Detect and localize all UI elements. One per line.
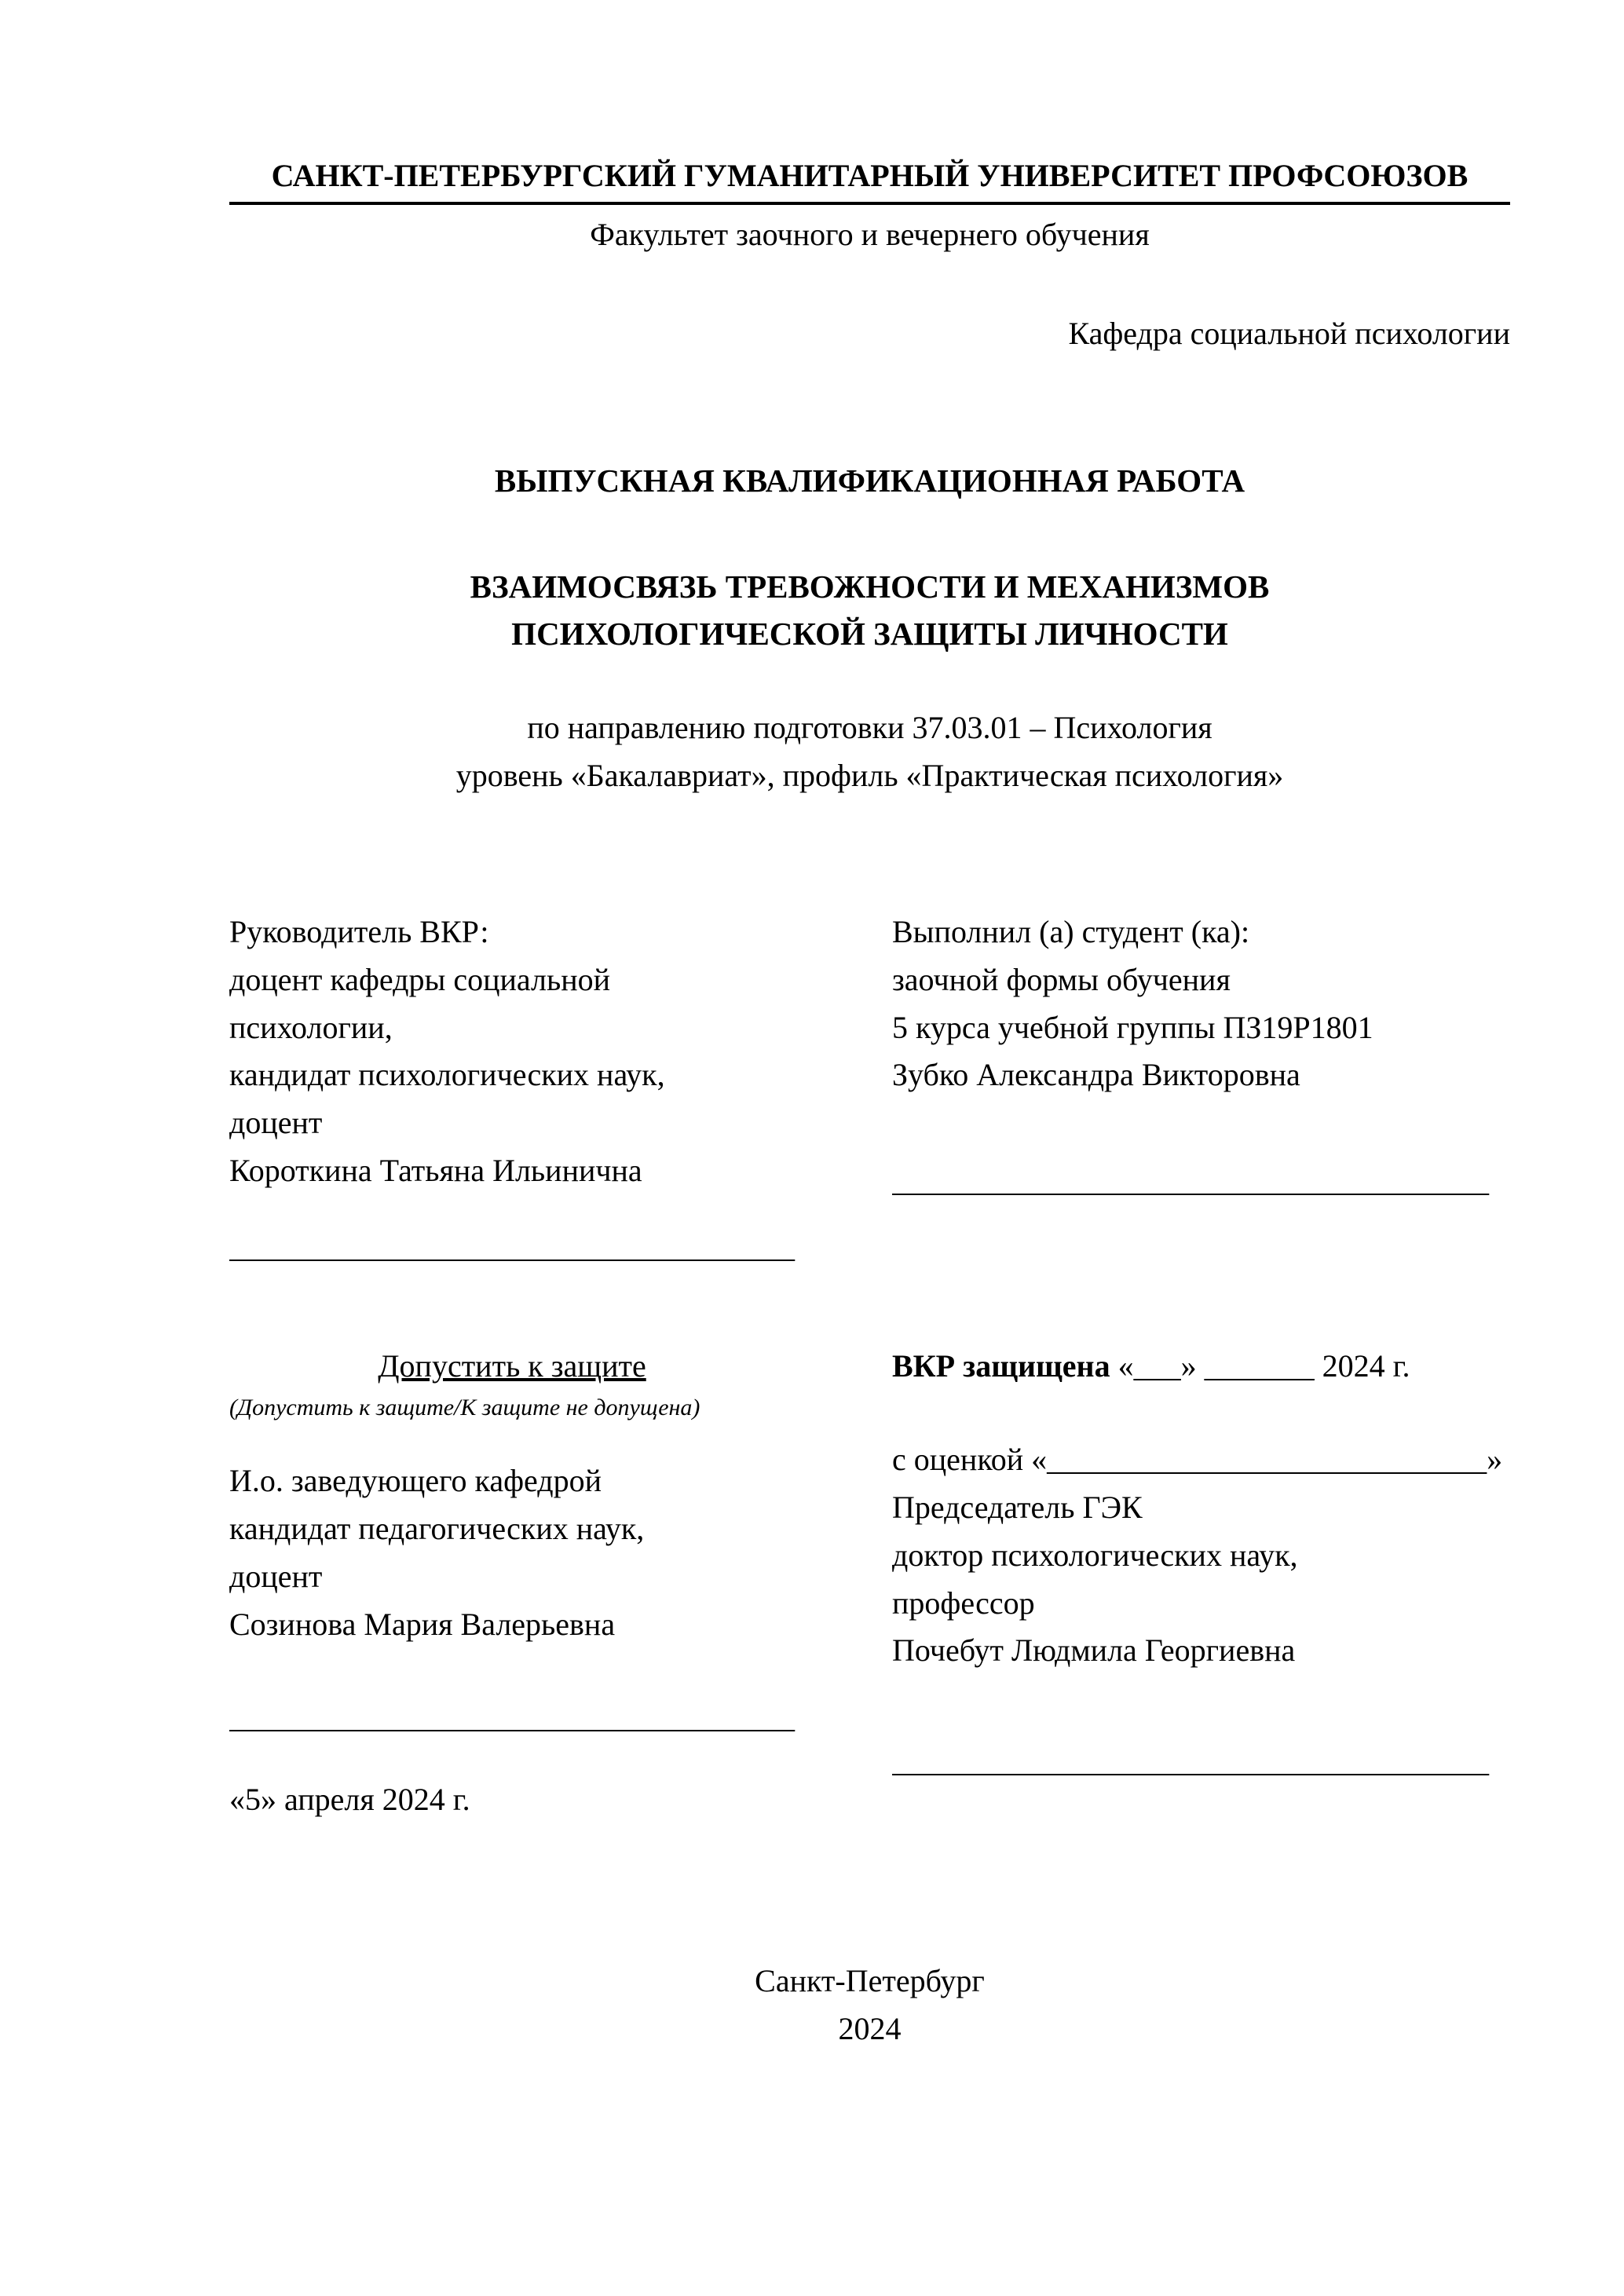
program-direction: по направлению подготовки 37.03.01 – Психология (527, 710, 1213, 746)
student-group: 5 курса учебной группы ПЗ19Р1801 (892, 1009, 1373, 1045)
defense-signature-line: ______________________________________ (892, 1743, 1489, 1779)
university-name: САНКТ-ПЕТЕРБУРГСКИЙ ГУМАНИТАРНЫЙ УНИВЕРСИТЕТ ПРОФСОЮЗОВ (229, 153, 1510, 205)
admission-signature-line: ____________________________________ (229, 1699, 795, 1735)
student-block (892, 909, 1510, 1271)
admission-signatory-name: Созинова Мария Валерьевна (229, 1606, 616, 1642)
defense-chair-name: Почебут Людмила Георгиевна (892, 1632, 1296, 1669)
footer-year: 2024 (838, 2010, 902, 2046)
admission-heading (229, 1343, 795, 1391)
admission-heading-text: Допустить к защите (378, 1348, 646, 1384)
student-study-form: заочной формы обучения (892, 961, 1231, 997)
admission-signatory-degree: кандидат педагогических наук, (229, 1511, 645, 1547)
admission-block (229, 1343, 892, 1824)
thesis-title (229, 564, 1510, 657)
supervisor-position-line-2: психологии, (229, 1009, 393, 1045)
supervisor-rank-line: доцент (229, 1105, 323, 1141)
defense-chair-degree: доктор психологических наук, (892, 1537, 1298, 1573)
student-heading: Выполнил (а) студент (ка): (892, 913, 1250, 949)
faculty-name: Факультет заочного и вечернего обучения (590, 217, 1150, 252)
supervisor-student-section (229, 909, 1510, 1271)
admission-signatory-role: И.о. заведующего кафедрой (229, 1463, 602, 1499)
thesis-title-line-1: ВЗАИМОСВЯЗЬ ТРЕВОЖНОСТИ И МЕХАНИЗМОВ (470, 569, 1270, 605)
supervisor-position-line-1: доцент кафедры социальной (229, 961, 611, 997)
defense-date-line (892, 1343, 1510, 1391)
student-name: Зубко Александра Викторовна (892, 1057, 1300, 1093)
admission-signatory-rank: доцент (229, 1558, 323, 1594)
defense-grade-line: с оценкой «____________________________» (892, 1442, 1503, 1478)
defense-chair-role: Председатель ГЭК (892, 1490, 1143, 1526)
work-type-heading: ВЫПУСКНАЯ КВАЛИФИКАЦИОННАЯ РАБОТА (494, 462, 1245, 499)
department-name: Кафедра социальной психологии (1068, 316, 1510, 351)
program-info (229, 704, 1510, 800)
supervisor-role: Руководитель ВКР: (229, 913, 489, 949)
defense-chair-rank: профессор (892, 1585, 1035, 1621)
supervisor-signature-line: ____________________________________ (229, 1228, 795, 1264)
defense-block (892, 1343, 1510, 1824)
footer (229, 1958, 1510, 2053)
admission-signatory (229, 1457, 892, 1648)
admission-note: (Допустить к защите/К защите не допущена) (229, 1395, 700, 1421)
program-level: уровень «Бакалавриат», профиль «Практическая психология» (455, 758, 1284, 794)
thesis-title-line-2: ПСИХОЛОГИЧЕСКОЙ ЗАЩИТЫ ЛИЧНОСТИ (511, 615, 1228, 652)
defense-date-blanks: «___» _______ 2024 г. (1110, 1348, 1410, 1384)
defense-date-label: ВКР защищена (892, 1348, 1110, 1384)
student-signature-line: ______________________________________ (892, 1163, 1489, 1199)
footer-city: Санкт-Петербург (755, 1963, 985, 1999)
supervisor-name: Короткина Татьяна Ильинична (229, 1152, 642, 1188)
supervisor-block (229, 909, 892, 1271)
supervisor-degree-line: кандидат психологических наук, (229, 1057, 665, 1093)
admission-date: «5» апреля 2024 г. (229, 1782, 470, 1818)
admission-defense-section (229, 1343, 1510, 1824)
